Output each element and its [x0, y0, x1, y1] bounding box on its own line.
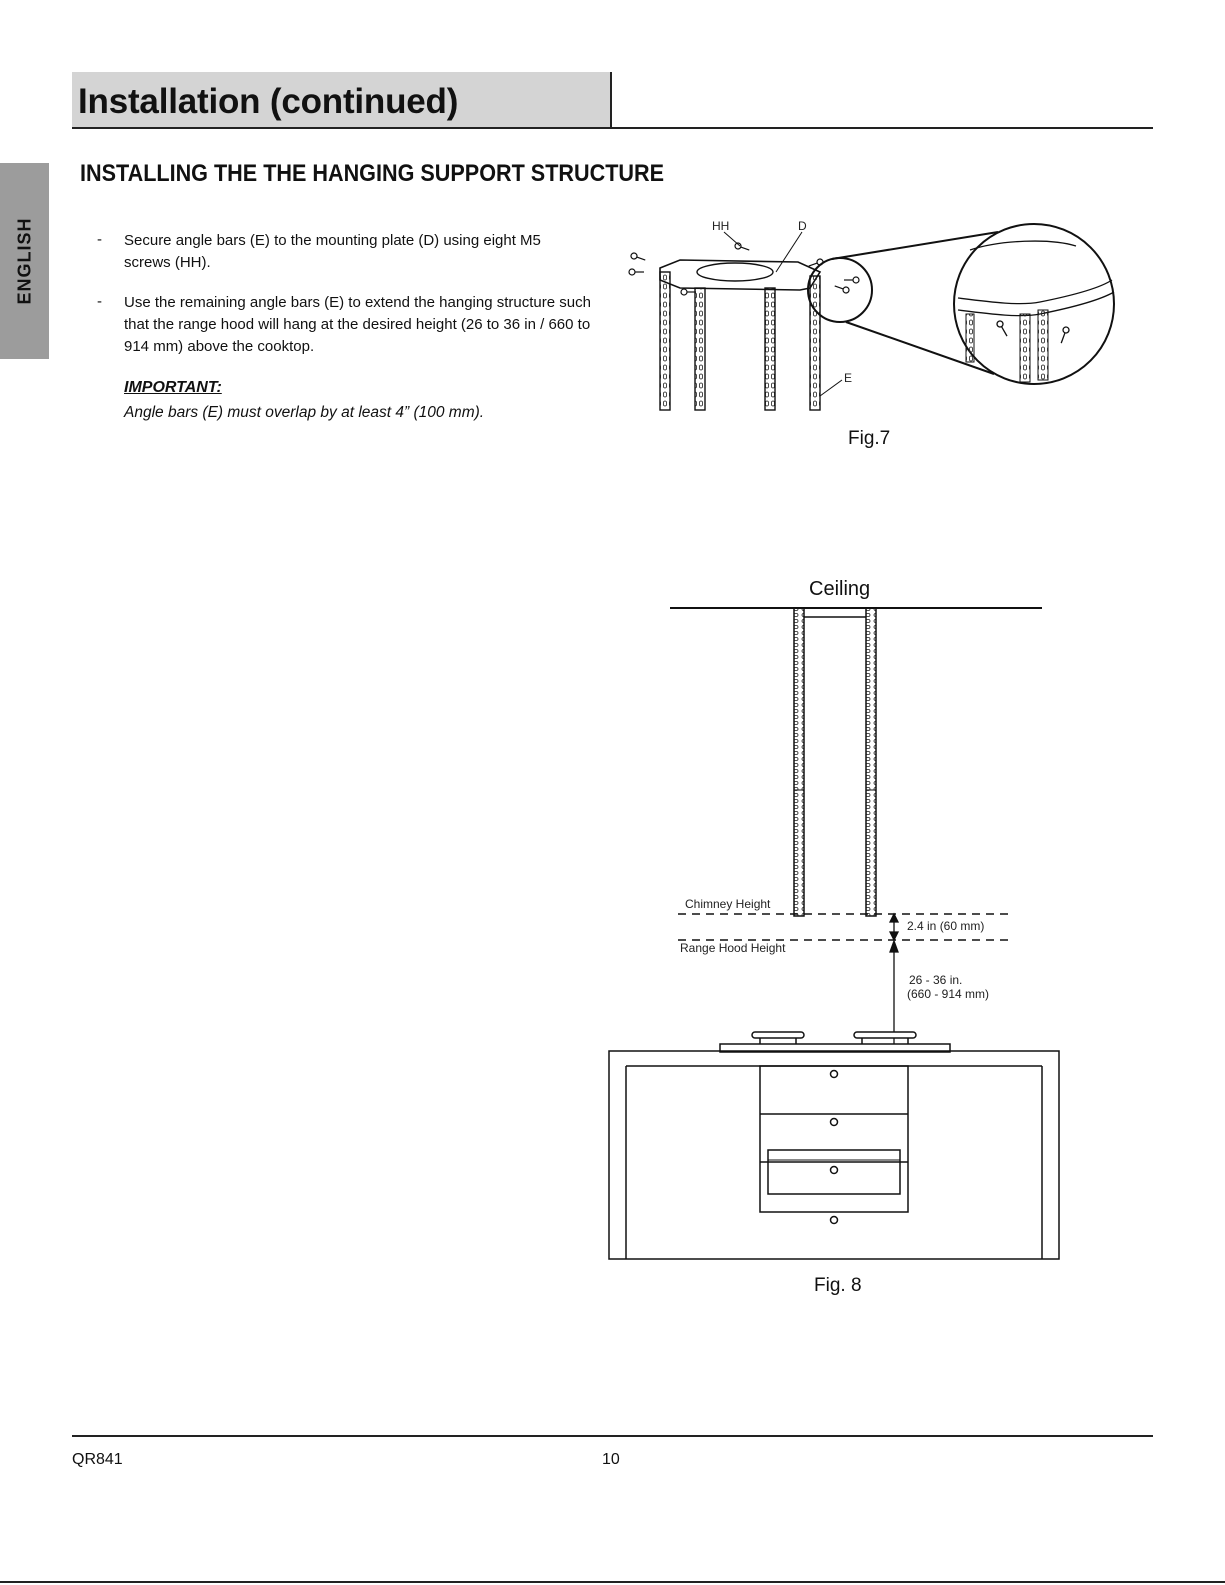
page-title: Installation (continued): [78, 82, 459, 121]
fig7-illustration: [620, 210, 1140, 420]
chimney-height-label: Chimney Height: [685, 897, 771, 911]
callout-d: D: [798, 219, 807, 233]
step-1-text: Secure angle bars (E) to the mounting plate (D) using eight M5 screws (HH).: [124, 232, 541, 271]
important-label: IMPORTANT:: [124, 379, 222, 396]
mounting-plate: [660, 260, 820, 290]
step-2-dash: -: [97, 293, 102, 310]
ceiling-label: Ceiling: [809, 578, 871, 600]
step-1-dash: -: [97, 231, 102, 248]
step-2-text: Use the remaining angle bars (E) to extend the hanging structure such that the range hood will hang at the desired height (26 to 36 in / 660 to 914 mm) above the cooktop.: [124, 294, 591, 355]
fig8-caption: Fig. 8: [814, 1275, 862, 1296]
base-cabinet: [609, 1051, 1059, 1259]
callout-e: E: [844, 371, 853, 385]
height-mm-label: (660 - 914 mm): [907, 987, 990, 1001]
fig8-illustration: [600, 600, 1080, 1270]
leader-lines: [724, 232, 842, 396]
model-number: QR841: [72, 1451, 123, 1468]
important-text: Angle bars (E) must overlap by at least 4” (100 mm).: [124, 404, 485, 421]
footer-rule: [72, 1435, 1153, 1437]
cooktop: [720, 1032, 950, 1052]
range-hood-height-label: Range Hood Height: [680, 941, 786, 955]
hanging-bars: [794, 608, 876, 916]
height-in-label: 26 - 36 in.: [909, 973, 963, 987]
gap-label: 2.4 in (60 mm): [907, 919, 985, 933]
callout-hh: HH: [712, 219, 730, 233]
detail-zoom: [808, 224, 1114, 384]
header-rule: [72, 127, 1153, 129]
bottom-rule: [0, 1581, 1225, 1583]
fig7-caption: Fig.7: [848, 428, 891, 449]
section-title: INSTALLING THE THE HANGING SUPPORT STRUCTURE: [80, 160, 665, 187]
language-label: ENGLISH: [14, 217, 35, 305]
page-number: 10: [602, 1451, 620, 1468]
